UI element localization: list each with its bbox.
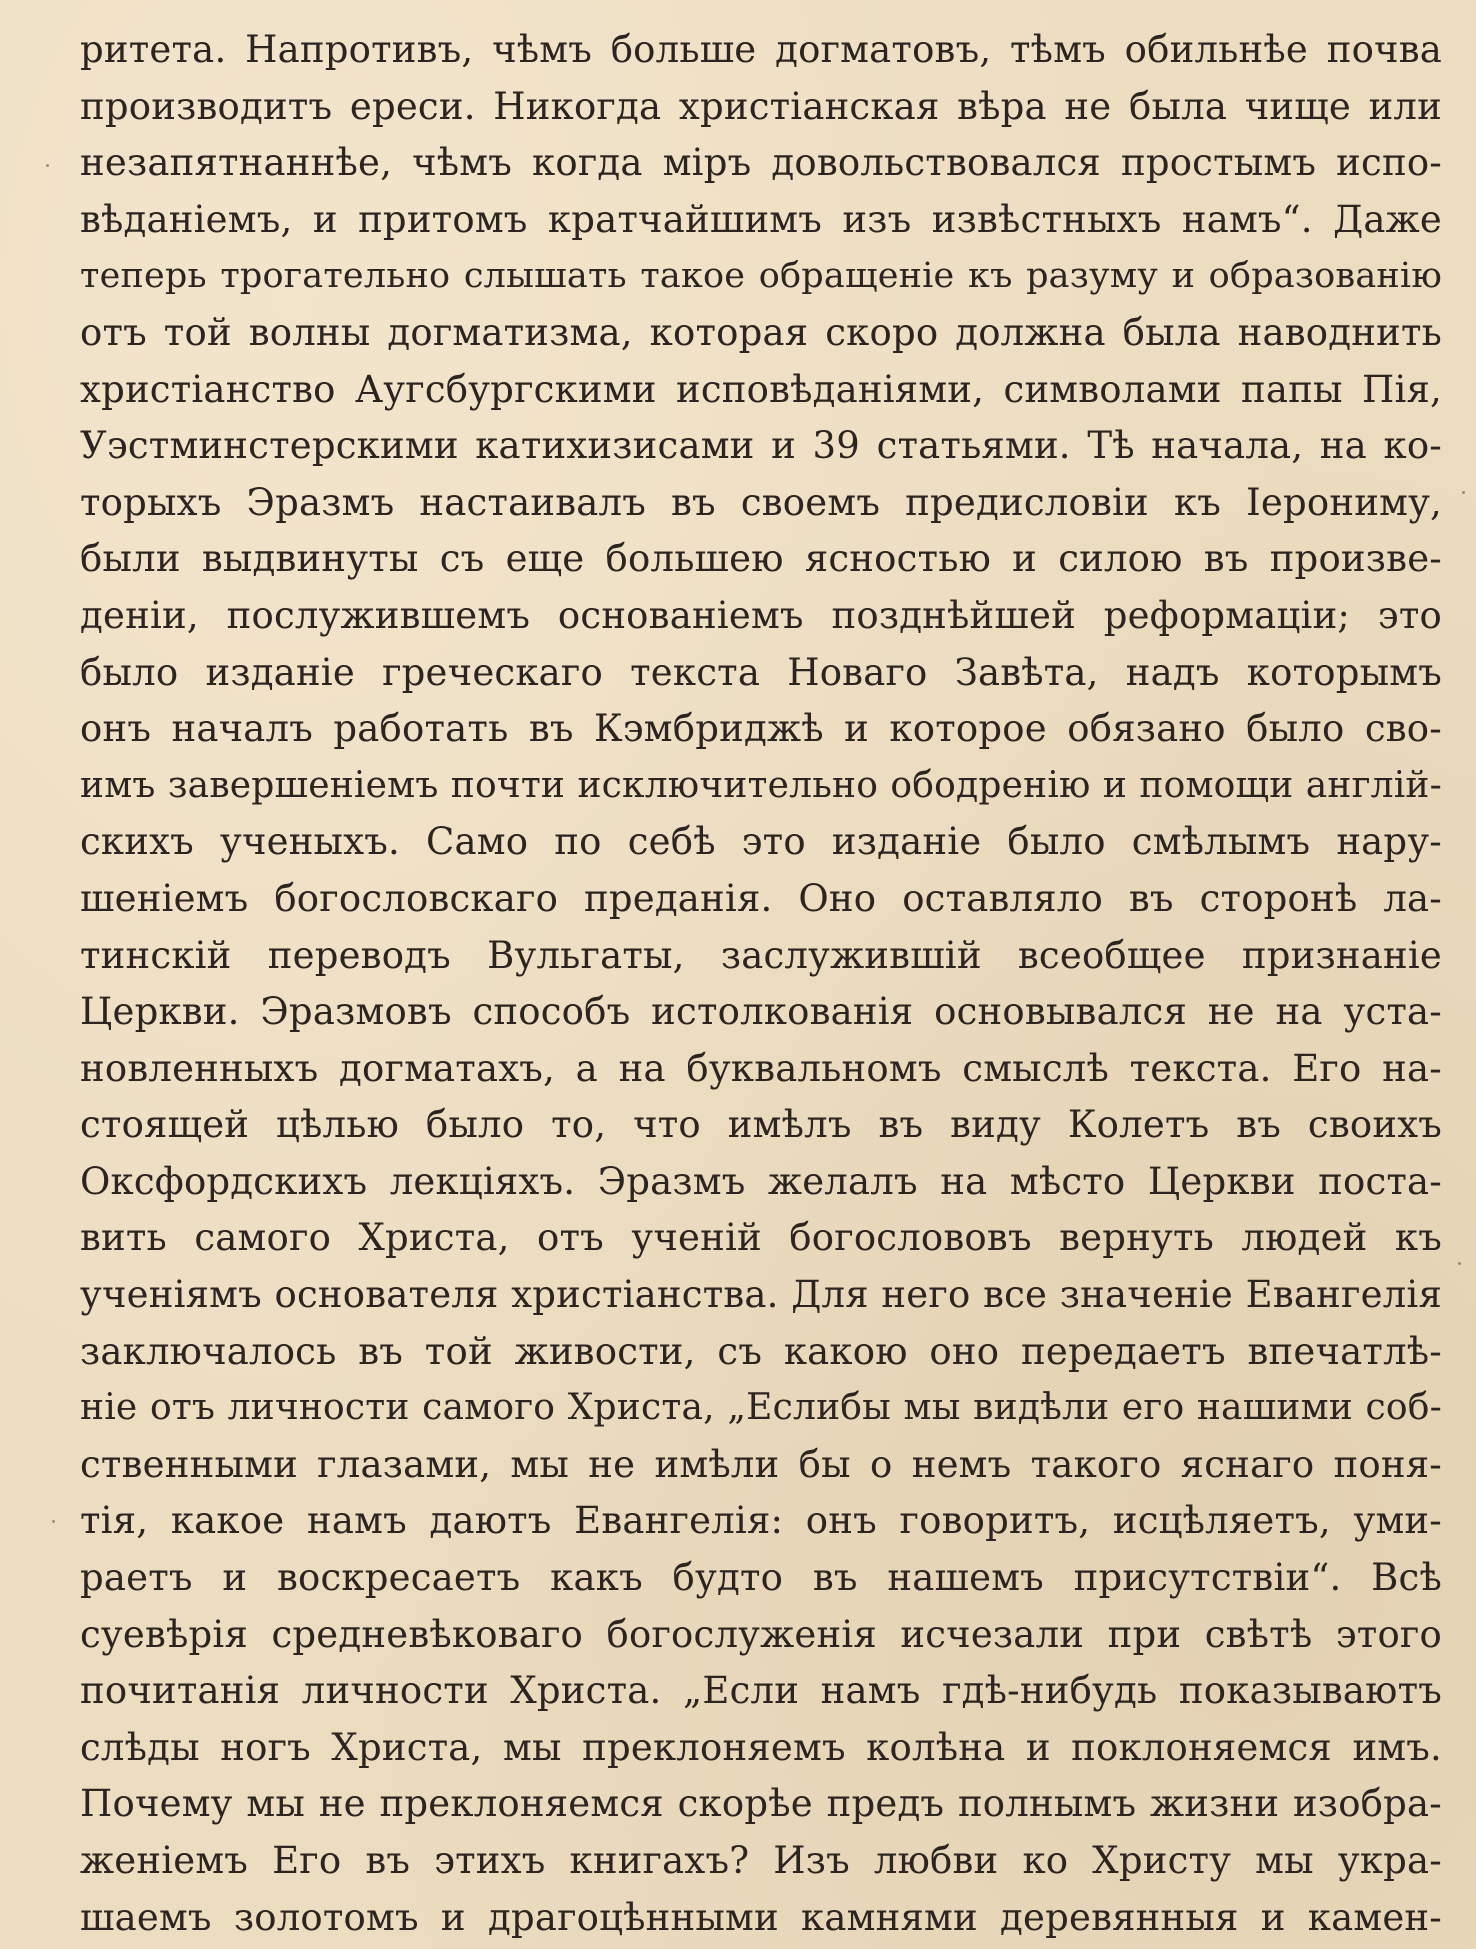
text-line: онъ началъ работать въ Кэмбриджѣ и которое обязано было сво- [80, 707, 1442, 751]
paper-speck [1458, 1262, 1461, 1265]
text-line: почитанія личности Христа. „Если намъ гдѣ-нибудь показываютъ [80, 1669, 1442, 1713]
text-line: ритета. Напротивъ, чѣмъ больше догматовъ, тѣмъ обильнѣе почва [80, 28, 1442, 71]
paper-speck [1462, 491, 1465, 494]
text-line: отъ той волны догматизма, которая скоро должна была наводнить [80, 310, 1442, 354]
text-line: теперь трогательно слышать такое обращеніе къ разуму и образованію [80, 256, 1442, 297]
text-line: было изданіе греческаго текста Новаго Завѣта, надъ которымъ [80, 650, 1442, 694]
text-line: ніе отъ личности самого Христа, „Еслибы мы видѣли его нашими соб- [80, 1387, 1442, 1429]
text-line: скихъ ученыхъ. Само по себѣ это изданіе было смѣлымъ нару- [80, 820, 1442, 864]
text-line: Почему мы не преклоняемся скорѣе предъ полнымъ жизни изобра- [80, 1782, 1442, 1826]
text-line: Оксфордскихъ лекціяхъ. Эразмъ желалъ на мѣсто Церкви поста- [80, 1159, 1442, 1203]
paper-speck [46, 164, 49, 167]
text-line: вѣданіемъ, и притомъ кратчайшимъ изъ извѣстныхъ намъ“. Даже [80, 197, 1442, 241]
text-line: торыхъ Эразмъ настаивалъ въ своемъ предисловіи къ Іерониму, [80, 480, 1442, 524]
text-line: суевѣрія средневѣковаго богослуженія исчезали при свѣтѣ этого [80, 1612, 1442, 1656]
text-line: деніи, послужившемъ основаніемъ позднѣйшей реформаціи; это [80, 593, 1442, 637]
text-line: шеніемъ богословскаго преданія. Оно оставляло въ сторонѣ ла- [80, 876, 1442, 920]
text-line: ственными глазами, мы не имѣли бы о немъ такого яснаго поня- [80, 1442, 1442, 1486]
paper-speck [52, 1520, 55, 1523]
text-line: тинскій переводъ Вульгаты, заслужившій всеобщее признаніе [80, 933, 1442, 977]
text-line: производитъ ереси. Никогда христіанская вѣра не была чище или [80, 84, 1442, 128]
text-line: слѣды ногъ Христа, мы преклоняемъ колѣна и поклоняемся имъ. [80, 1725, 1442, 1769]
text-line: раетъ и воскресаетъ какъ будто въ нашемъ присутствіи“. Всѣ [80, 1556, 1442, 1600]
text-line: ученіямъ основателя христіанства. Для него все значеніе Евангелія [80, 1273, 1442, 1317]
text-line: были выдвинуты съ еще большею ясностью и силою въ произве- [80, 537, 1442, 581]
text-line: Церкви. Эразмовъ способъ истолкованія основывался не на уста- [80, 990, 1442, 1034]
text-line: шаемъ золотомъ и драгоцѣнными камнями деревянныя и камен- [80, 1895, 1442, 1939]
text-line: женіемъ Его въ этихъ книгахъ? Изъ любви ко Христу мы укра- [80, 1839, 1442, 1882]
text-line: заключалось въ той живости, съ какою оно передаетъ впечатлѣ- [80, 1329, 1442, 1373]
text-line: незапятнаннѣе, чѣмъ когда міръ довольствовался простымъ испо- [80, 141, 1442, 185]
text-line: тія, какое намъ даютъ Евангелія: онъ говоритъ, исцѣляетъ, уми- [80, 1499, 1442, 1543]
text-line: Уэстминстерскими катихизисами и 39 статьями. Тѣ начала, на ко- [80, 424, 1442, 468]
text-line: стоящей цѣлью было то, что имѣлъ въ виду Колетъ въ своихъ [80, 1103, 1442, 1147]
body-text [80, 22, 1442, 1946]
text-line: имъ завершеніемъ почти исключительно ободренію и помощи англій- [80, 764, 1442, 806]
text-line: вить самого Христа, отъ ученій богослововъ вернуть людей къ [80, 1216, 1442, 1260]
text-line: новленныхъ догматахъ, а на буквальномъ смыслѣ текста. Его на- [80, 1046, 1442, 1090]
text-line: христіанство Аугсбургскими исповѣданіями, символами папы Пія, [80, 367, 1442, 411]
